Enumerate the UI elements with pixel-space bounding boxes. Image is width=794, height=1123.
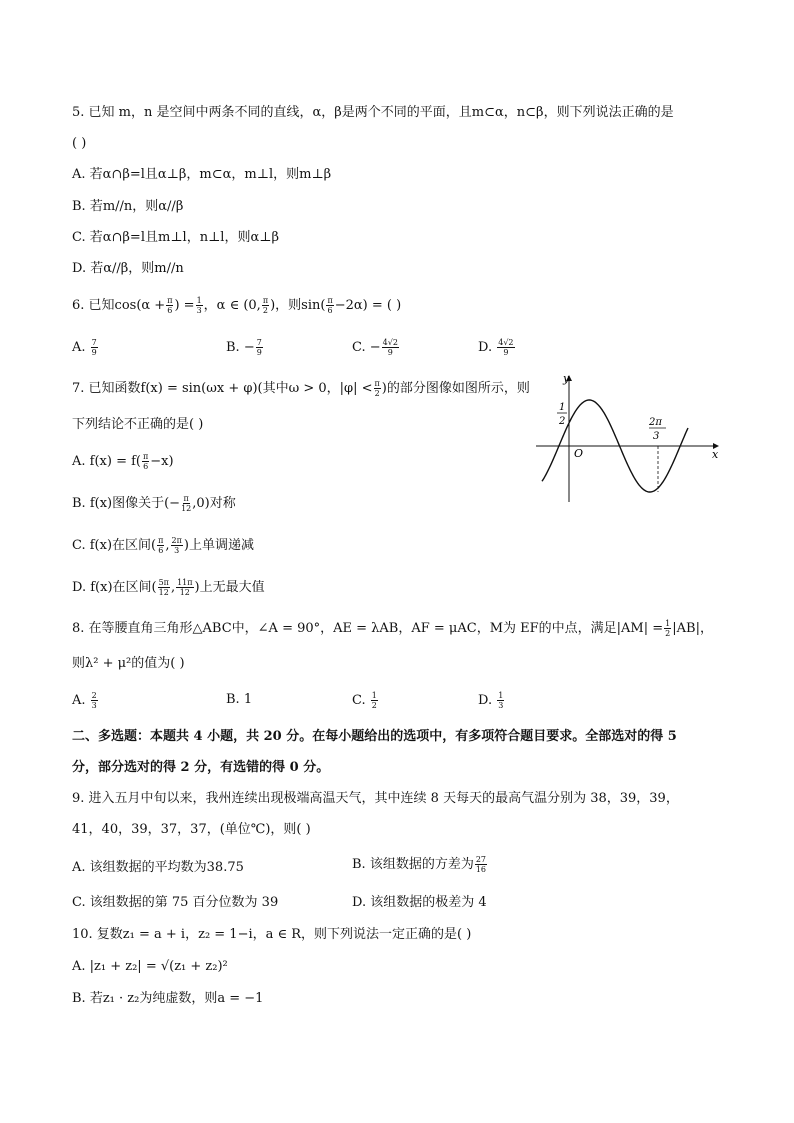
q7-option-d: D. f(x)在区间( $\frac{5\pi}{12}$ , $\frac{11\pi}{12}$ )上无最大值 bbox=[72, 578, 265, 597]
x-tick-denominator: 3 bbox=[653, 431, 660, 442]
q9-stem: 9. 进入五月中旬以来，我州连续出现极端高温天气，其中连续 8 天每天的最高气温分别为 38，39，39， bbox=[72, 791, 679, 806]
y-axis-label: y bbox=[563, 372, 570, 385]
y-tick-denominator: 2 bbox=[559, 416, 566, 427]
q7-stem: 7. 已知函数f(x) = sin(ωx + φ)(其中ω > 0，|φ| < $\frac{\pi}{2}$ )的部分图像如图所示，则 bbox=[72, 379, 530, 398]
section-2-header: 二、多选题：本题共 4 小题，共 20 分。在每小题给出的选项中，有多项符合题目要求。全部选对的得 5 bbox=[72, 729, 677, 744]
q8-stem: 8. 在等腰直角三角形△ABC中，∠A = 90°，AE = λAB，AF = μAC，M为 EF的中点，满足|AM| = $\frac{1}{2}$ |AB|， bbox=[72, 619, 713, 638]
origin-label: O bbox=[574, 447, 584, 460]
q6-option-d: D. $\frac{4√2}{9}$ bbox=[478, 338, 514, 357]
q8-stem-2: 则λ² + μ²的值为( ) bbox=[72, 656, 185, 671]
q8-option-c: C. $\frac{1}{2}$ bbox=[352, 691, 377, 710]
y-tick-numerator: 1 bbox=[559, 402, 566, 413]
q7-function-graph bbox=[532, 370, 728, 506]
x-tick-numerator: 2π bbox=[649, 417, 662, 428]
q8-option-d: D. $\frac{1}{3}$ bbox=[478, 691, 504, 710]
q8-option-a: A. $\frac{2}{3}$ bbox=[72, 691, 97, 710]
section-2-header-2: 分，部分选对的得 2 分，有选错的得 0 分。 bbox=[72, 760, 330, 775]
q7-stem-2: 下列结论不正确的是( ) bbox=[72, 417, 204, 432]
q7-option-c: C. f(x)在区间( $\frac{\pi}{6}$ , $\frac{2\pi}{3}$ )上单调递减 bbox=[72, 536, 254, 555]
q7-option-a: A. f(x) = f( $\frac{\pi}{6}$ −x) bbox=[72, 452, 174, 471]
q5-paren: ( ) bbox=[72, 136, 87, 151]
q9-option-c: C. 该组数据的第 75 百分位数为 39 bbox=[72, 895, 279, 910]
q6-option-a: A. $\frac{7}{9}$ bbox=[72, 338, 97, 357]
q6-option-c: C. − $\frac{4√2}{9}$ bbox=[352, 338, 398, 357]
q5-option-b: B. 若m//n，则α//β bbox=[72, 199, 184, 214]
q9-option-a: A. 该组数据的平均数为38.75 bbox=[72, 860, 244, 875]
q10-option-b: B. 若z₁ · z₂为纯虚数，则a = −1 bbox=[72, 991, 264, 1006]
q10-option-a: A. |z₁ + z₂| = √(z₁ + z₂)² bbox=[72, 959, 228, 974]
q6-option-b: B. − $\frac{7}{9}$ bbox=[226, 338, 262, 357]
q9-option-d: D. 该组数据的极差为 4 bbox=[352, 895, 487, 910]
q5-option-d: D. 若α//β，则m//n bbox=[72, 261, 184, 276]
q9-option-b: B. 该组数据的方差为 $\frac{27}{16}$ bbox=[352, 855, 487, 874]
q6-stem: 6. 已知cos(α + $\frac{\pi}{6}$ ) = $\frac{1}{3}$ ，α ∈ (0, $\frac{\pi}{2}$ )，则sin( $\frac{\pi}{6}$ −2α) = ( ) bbox=[72, 296, 402, 315]
q5-option-c: C. 若α∩β=l且m⊥l，n⊥l，则α⊥β bbox=[72, 230, 279, 245]
x-axis-label: x bbox=[712, 448, 719, 461]
q7-option-b: B. f(x)图像关于(− $\frac{\pi}{12}$ ,0)对称 bbox=[72, 494, 236, 513]
q5-stem: 5. 已知 m，n 是空间中两条不同的直线，α，β是两个不同的平面，且m⊂α，n⊂β，则下列说法正确的是 bbox=[72, 105, 674, 120]
q9-stem-2: 41，40，39，37，37，(单位℃)，则( ) bbox=[72, 822, 311, 837]
q5-option-a: A. 若α∩β=l且α⊥β，m⊂α，m⊥l，则m⊥β bbox=[72, 167, 332, 182]
q8-option-b: B. 1 bbox=[226, 692, 253, 707]
q10-stem: 10. 复数z₁ = a + i，z₂ = 1−i，a ∈ R，则下列说法一定正确的是( ) bbox=[72, 927, 472, 942]
